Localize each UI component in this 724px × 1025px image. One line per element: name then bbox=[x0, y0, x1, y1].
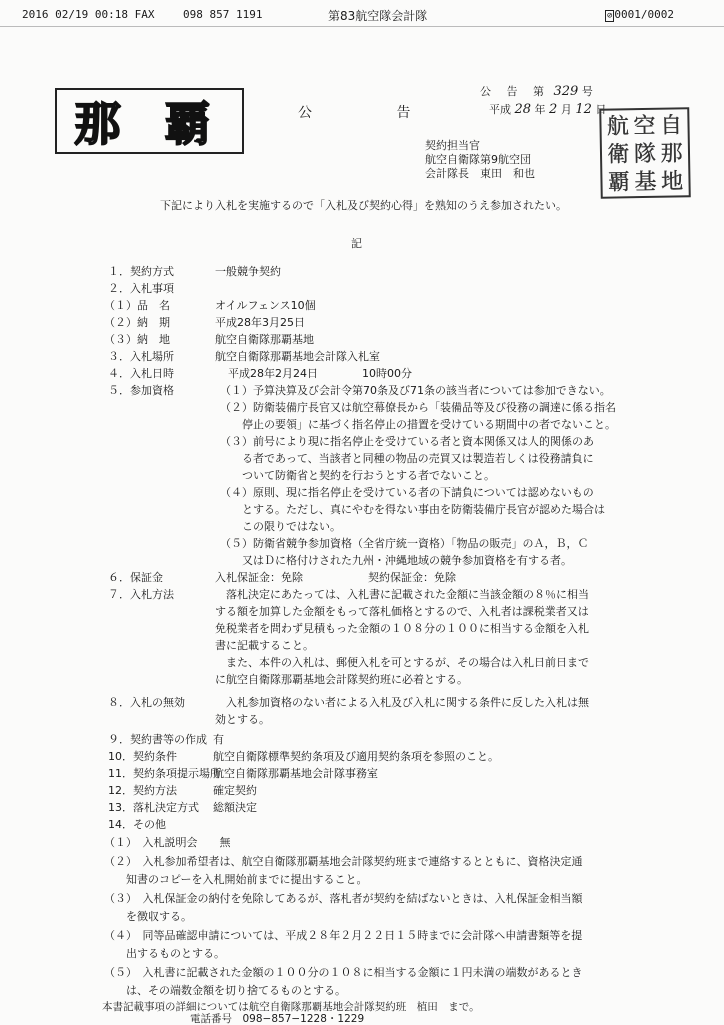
bid-method-line: 書に記載すること。 bbox=[215, 639, 314, 652]
misc-label: 12．契約方法 bbox=[108, 784, 177, 797]
bid-method-line: また、本件の入札は、郵便入札を可とするが、その場合は入札日前日まで bbox=[215, 656, 589, 669]
misc-text: 総額決定 bbox=[213, 801, 257, 814]
misc-text: 確定契約 bbox=[213, 784, 257, 797]
misc-label: ９．契約書等の作成 bbox=[108, 733, 207, 746]
misc-text: 有 bbox=[213, 733, 224, 746]
qualification-line: 停止の要領」に基づく指名停止の措置を受けている期間中の者でないこと。 bbox=[220, 418, 616, 431]
misc-label: 14．その他 bbox=[108, 818, 166, 831]
officer-name: 会計隊長 東田 和也 bbox=[425, 167, 535, 180]
section-label: １．契約方式 bbox=[108, 265, 174, 278]
section-label: ２．入札事項 bbox=[108, 282, 174, 295]
bid-method-label: ７．入札方法 bbox=[108, 588, 174, 601]
qualification-line: （２）防衛装備庁長官又は航空幕僚長から「装備品等及び役務の調達に係る指名 bbox=[220, 401, 616, 414]
official-seal: 航 空 自 衛 隊 那 覇 基 地 bbox=[599, 107, 691, 199]
others-line: 知書のコピーを入札開始前までに提出すること。 bbox=[104, 873, 368, 886]
invalid-label: ８．入札の無効 bbox=[108, 696, 185, 709]
qualification-line: （５）防衛省競争参加資格（全省庁統一資格）「物品の販売」のＡ，Ｂ，Ｃ bbox=[220, 537, 589, 550]
section-text: 一般競争契約 bbox=[215, 265, 281, 278]
section-label: （１）品 名 bbox=[104, 299, 170, 312]
misc-text: 航空自衛隊那覇基地会計隊事務室 bbox=[213, 767, 378, 780]
notice-date: 平成 28 年 2 月 12 日 bbox=[489, 102, 607, 117]
bid-deposit: 入札保証金：免除 bbox=[215, 571, 303, 584]
section-text: 航空自衛隊那覇基地会計隊入札室 bbox=[215, 350, 380, 363]
bid-method-line: する額を加算した金額をもって落札価格とするので、入札者は課税業者又は bbox=[215, 605, 589, 618]
qualification-line: （４）原則、現に指名停止を受けている者の下請負については認めないもの bbox=[220, 486, 594, 499]
others-line: 出するものとする。 bbox=[104, 947, 225, 960]
others-line: （１） 入札説明会 無 bbox=[104, 836, 231, 849]
footer-contact: 本書記載事項の詳細については航空自衛隊那覇基地会計隊契約班 植田 まで。 bbox=[102, 1001, 480, 1013]
qualification-line: （３）前号により現に指名停止を受けている者と資本関係又は人的関係のあ bbox=[220, 435, 594, 448]
misc-text: 航空自衛隊標準契約条項及び適用契約条項を参照のこと。 bbox=[213, 750, 499, 763]
qualification-line: この限りではない。 bbox=[220, 520, 341, 533]
footer-phone: 電話番号 098−857−1228・1229 bbox=[190, 1013, 365, 1025]
section-text: 平成28年3月25日 bbox=[215, 316, 305, 329]
bid-method-line: 落札決定にあたっては、入札書に記載された金額に当該金額の８％に相当 bbox=[215, 588, 589, 601]
section-label: （２）納 期 bbox=[104, 316, 170, 329]
section-text: オイルフェンス10個 bbox=[215, 299, 316, 312]
others-line: （３） 入札保証金の納付を免除してあるが、落札者が契約を結ばないときは、入札保証金相当額 bbox=[104, 892, 583, 905]
invalid-line: 入札参加資格のない者による入札及び入札に関する条件に反した入札は無 bbox=[215, 696, 589, 709]
naha-logo: 那 覇 bbox=[55, 88, 244, 154]
notice-title: 公 告 bbox=[298, 105, 451, 121]
fax-header-rule bbox=[0, 26, 724, 27]
bid-method-line: 免税業者を問わず見積もった金額の１０８分の１００に相当する金額を入札 bbox=[215, 622, 589, 635]
fax-number: 098 857 1191 bbox=[183, 8, 263, 21]
officer-unit: 航空自衛隊第9航空団 bbox=[425, 153, 531, 166]
section-label: （３）納 地 bbox=[104, 333, 170, 346]
misc-label: 11．契約条項提示場所 bbox=[108, 767, 221, 780]
deposit-label: ６．保証金 bbox=[108, 571, 163, 584]
fax-datetime: 2016 02/19 00:18 FAX bbox=[22, 8, 155, 21]
others-line: は、その端数金額を切り捨てるものとする。 bbox=[104, 984, 346, 997]
others-line: （２） 入札参加希望者は、航空自衛隊那覇基地会計隊契約班まで連絡するとともに、資格決定通 bbox=[104, 855, 583, 868]
qualification-line: ついて防衛省と契約を行おうとする者でないこと。 bbox=[220, 469, 495, 482]
others-line: （５） 入札書に記載された金額の１００分の１０８に相当する金額に１円未満の端数があるとき bbox=[104, 966, 583, 979]
ki-heading: 記 bbox=[351, 237, 362, 250]
qualification-line: （１）予算決算及び会計令第70条及び71条の該当者については参加できない。 bbox=[220, 384, 611, 397]
notice-number: 公 告 第 329 号 bbox=[480, 84, 593, 99]
qualification-line: 又はＤに格付けされた九州・沖縄地域の競争参加資格を有する者。 bbox=[220, 554, 572, 567]
notice-number-value: 329 bbox=[553, 84, 579, 99]
section-label: ３．入札場所 bbox=[108, 350, 174, 363]
section-text: 平成28年2月24日 10時00分 bbox=[228, 367, 412, 380]
fax-sender: 第83航空隊会計隊 bbox=[328, 9, 428, 23]
others-line: （４） 同等品確認申請については、平成２８年２月２２日１５時までに会計隊へ申請書類等を提 bbox=[104, 929, 583, 942]
misc-label: 13．落札決定方式 bbox=[108, 801, 199, 814]
fax-icon: ⊘ bbox=[607, 11, 613, 21]
section-label: ４．入札日時 bbox=[108, 367, 174, 380]
qualification-label: ５．参加資格 bbox=[108, 384, 174, 397]
intro-text: 下記により入札を実施するので「入札及び契約心得」を熟知のうえ参加されたい。 bbox=[160, 199, 567, 212]
section-text: 航空自衛隊那覇基地 bbox=[215, 333, 314, 346]
bid-method-line: に航空自衛隊那覇基地会計隊契約班に必着とする。 bbox=[215, 673, 468, 686]
others-line: を徴収する。 bbox=[104, 910, 192, 923]
misc-label: 10．契約条件 bbox=[108, 750, 177, 763]
qualification-line: る者であって、当該者と同種の物品の売買又は製造若しくは役務請負に bbox=[220, 452, 594, 465]
invalid-line: 効とする。 bbox=[215, 713, 270, 726]
officer-title: 契約担当官 bbox=[425, 139, 480, 152]
fax-page-indicator: ⊘ 0001/0002 bbox=[607, 8, 675, 21]
qualification-line: とする。ただし、真にやむを得ない事由を防衛装備庁長官が認めた場合は bbox=[220, 503, 605, 516]
contract-deposit: 契約保証金：免除 bbox=[368, 571, 456, 584]
